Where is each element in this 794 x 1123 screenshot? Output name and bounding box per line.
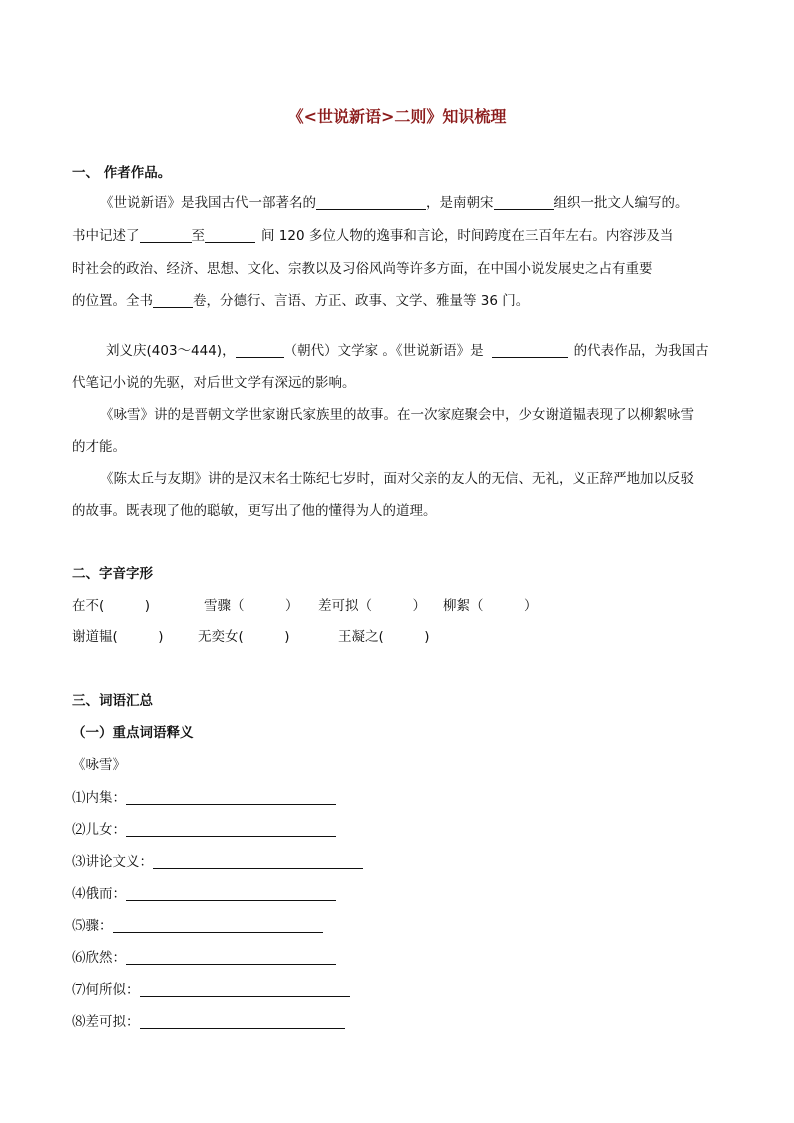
text: 的位置。全书 <box>72 293 153 309</box>
pinyin-item: 在不( ) <box>72 598 151 614</box>
paragraph-line <box>72 292 529 310</box>
answer-line[interactable] <box>113 918 323 933</box>
answer-line[interactable] <box>140 982 350 997</box>
section-heading-vocabulary: 三、词语汇总 <box>72 693 153 709</box>
text: 的代表作品，为我国古 <box>573 343 709 359</box>
paragraph-line <box>72 227 673 245</box>
fill-blank[interactable] <box>316 195 426 210</box>
subsection-heading: （一）重点词语释义 <box>72 725 194 741</box>
paragraph-line <box>100 194 689 212</box>
paragraph-line: 的故事。既表现了他的聪敏，更写出了他的懂得为人的道理。 <box>72 503 437 519</box>
fill-blank[interactable] <box>153 293 193 308</box>
paragraph-line: 的才能。 <box>72 439 126 455</box>
fill-blank[interactable] <box>140 228 192 243</box>
section-heading-author: 一、 作者作品。 <box>72 165 172 181</box>
term-label: ⑸骤： <box>72 918 113 934</box>
fill-blank[interactable] <box>236 343 284 358</box>
term-item <box>72 821 336 839</box>
term-item <box>72 789 336 807</box>
paragraph-line: 时社会的政治、经济、思想、文化、宗教以及习俗风尚等许多方面，在中国小说发展史之占有重要 <box>72 261 653 277</box>
term-item <box>72 917 323 935</box>
text: 间 120 多位人物的逸事和言论，时间跨度在三百年左右。内容涉及当 <box>261 228 674 244</box>
text-title: 《咏雪》 <box>72 757 126 773</box>
page-title: 《<世说新语>二则》知识梳理 <box>287 107 507 126</box>
paragraph-line: 《陈太丘与友期》讲的是汉末名士陈纪七岁时，面对父亲的友人的无信、无礼，义正辞严地加以反驳 <box>100 471 694 487</box>
paragraph-line: 代笔记小说的先驱，对后世文学有深远的影响。 <box>72 375 356 391</box>
pinyin-item: 差可拟（ ） <box>318 598 426 614</box>
fill-blank[interactable] <box>205 228 255 243</box>
answer-line[interactable] <box>126 790 336 805</box>
pinyin-item: 柳絮（ ） <box>443 598 538 614</box>
answer-line[interactable] <box>153 854 363 869</box>
text: 《世说新语》是我国古代一部著名的 <box>100 195 316 211</box>
pinyin-item: 雪骤（ ） <box>204 598 299 614</box>
text: 卷，分德行、言语、方正、政事、文学、雅量等 36 门。 <box>193 293 530 309</box>
term-label: ⑵儿女： <box>72 822 126 838</box>
pinyin-item: 无奕女( ) <box>198 629 290 645</box>
text: 组织一批文人编写的。 <box>553 195 689 211</box>
term-item <box>72 885 336 903</box>
answer-line[interactable] <box>126 950 336 965</box>
text: 刘义庆(403～444)， <box>106 343 236 359</box>
paragraph-line <box>106 342 709 360</box>
term-label: ⑴内集： <box>72 790 126 806</box>
answer-line[interactable] <box>126 822 336 837</box>
pinyin-item: 谢道韫( ) <box>72 629 164 645</box>
text: 书中记述了 <box>72 228 140 244</box>
term-label: ⑷俄而： <box>72 886 126 902</box>
term-item <box>72 949 336 967</box>
term-label: ⑹欣然： <box>72 950 126 966</box>
term-label: ⑶讲论文义： <box>72 854 153 870</box>
term-label: ⑻差可拟： <box>72 1014 140 1030</box>
text: （朝代）文学家 。《世说新语》是 <box>283 343 484 359</box>
text: 至 <box>191 228 205 244</box>
text: ，是南朝宋 <box>426 195 494 211</box>
fill-blank[interactable] <box>492 343 568 358</box>
section-heading-pronunciation: 二、字音字形 <box>72 566 153 582</box>
fill-blank[interactable] <box>494 195 554 210</box>
term-item <box>72 853 363 871</box>
pinyin-item: 王凝之( ) <box>338 629 430 645</box>
term-item <box>72 1013 345 1031</box>
paragraph-line: 《咏雪》讲的是晋朝文学世家谢氏家族里的故事。在一次家庭聚会中，少女谢道韫表现了以柳絮咏雪 <box>100 407 694 423</box>
answer-line[interactable] <box>140 1014 345 1029</box>
term-label: ⑺何所似： <box>72 982 140 998</box>
term-item <box>72 981 350 999</box>
answer-line[interactable] <box>126 886 336 901</box>
